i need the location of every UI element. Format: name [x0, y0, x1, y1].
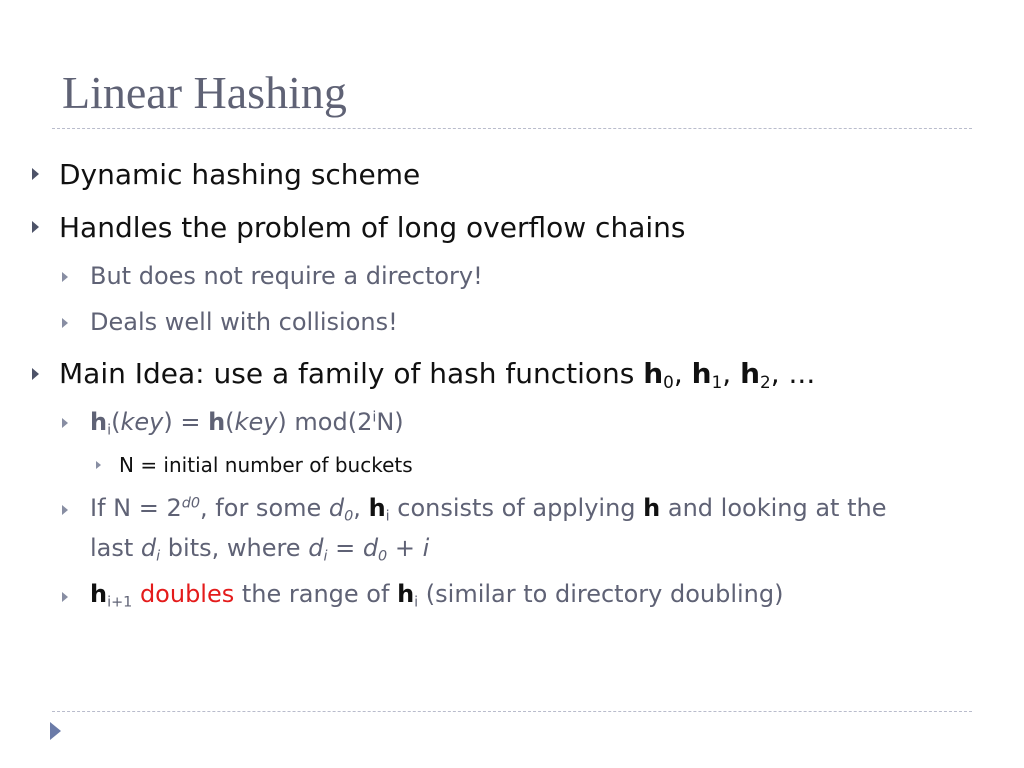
looking-text: and looking at the — [660, 494, 887, 522]
bits-where-text: bits, where — [160, 534, 309, 562]
sub-bullet-marker-icon — [62, 318, 68, 328]
separator: , — [722, 357, 741, 390]
h-symbol: h — [643, 494, 661, 522]
h-symbol: h — [397, 580, 415, 608]
doubles-word: doubles — [132, 580, 235, 608]
h-symbol: h — [90, 580, 108, 608]
bullet-marker-icon — [32, 168, 39, 180]
i-symbol: i — [422, 534, 430, 562]
next-slide-arrow-icon[interactable] — [50, 722, 61, 740]
key-text: key — [234, 408, 278, 436]
footer-divider — [52, 711, 972, 712]
i-subscript: i — [156, 548, 161, 565]
sub-sub-bullet-marker-icon — [96, 461, 101, 469]
i-superscript: i — [372, 409, 377, 426]
bullet-marker-icon — [32, 221, 39, 233]
h-symbol: h — [368, 494, 386, 522]
mod-text: ) mod(2 — [277, 408, 373, 436]
last-text: last — [90, 534, 141, 562]
if-n-line-2 — [90, 534, 430, 565]
key-text: key — [120, 408, 164, 436]
zero-subscript: 0 — [378, 548, 388, 565]
for-some-text: , for some — [200, 494, 329, 522]
h-symbol: h — [691, 357, 712, 390]
d-symbol: d — [362, 534, 379, 562]
h-subscript: 2 — [760, 372, 771, 393]
h-symbol: h — [208, 408, 226, 436]
similar-text: (similar to directory doubling) — [418, 580, 784, 608]
sub-bullet-marker-icon — [62, 418, 68, 428]
h-symbol: h — [90, 408, 108, 436]
paren: ( — [225, 408, 235, 436]
bullet-text — [59, 357, 816, 393]
sub-bullet-text: But does not require a directory! — [90, 262, 483, 290]
i-subscript: i — [107, 422, 112, 439]
sub-bullet-marker-icon — [62, 272, 68, 282]
d-symbol: d — [308, 534, 324, 562]
range-text: the range of — [234, 580, 398, 608]
consists-text: consists of applying — [389, 494, 644, 522]
separator: , — [673, 357, 692, 390]
h-symbol: h — [643, 357, 664, 390]
zero-subscript: 0 — [344, 508, 354, 525]
bullet-text: Handles the problem of long overflow chains — [59, 211, 686, 244]
bullet-marker-icon — [32, 368, 39, 380]
hash-formula — [90, 408, 404, 439]
formula-end: N) — [376, 408, 404, 436]
i-subscript: i — [385, 508, 390, 525]
equals: = — [327, 534, 363, 562]
bullet-text: Dynamic hashing scheme — [59, 158, 421, 191]
d-symbol: d — [140, 534, 157, 562]
h-symbol: h — [740, 357, 761, 390]
sub-bullet-marker-icon — [62, 505, 68, 515]
comma: , — [353, 494, 369, 522]
d-symbol: d — [328, 494, 345, 522]
slide-title: Linear Hashing — [62, 67, 347, 118]
paren: ( — [111, 408, 121, 436]
if-n-text: If N = 2 — [90, 494, 182, 522]
h-subscript: 1 — [711, 372, 723, 393]
doubles-text — [90, 580, 784, 611]
main-idea-suffix: , ... — [770, 357, 816, 390]
sub-bullet-text: Deals well with collisions! — [90, 308, 398, 336]
i-plus-one-subscript: i+1 — [107, 594, 133, 611]
main-idea-prefix: Main Idea: use a family of hash functions — [59, 357, 644, 390]
sub-sub-bullet-text: N = initial number of buckets — [119, 453, 413, 477]
h-subscript: 0 — [663, 372, 674, 393]
d0-superscript: d0 — [181, 495, 201, 512]
title-divider — [52, 128, 972, 129]
i-subscript: i — [323, 548, 328, 565]
if-n-line-1 — [90, 494, 887, 525]
sub-bullet-marker-icon — [62, 592, 68, 602]
i-subscript: i — [414, 594, 419, 611]
equals: ) = — [163, 408, 209, 436]
plus: + — [387, 534, 423, 562]
